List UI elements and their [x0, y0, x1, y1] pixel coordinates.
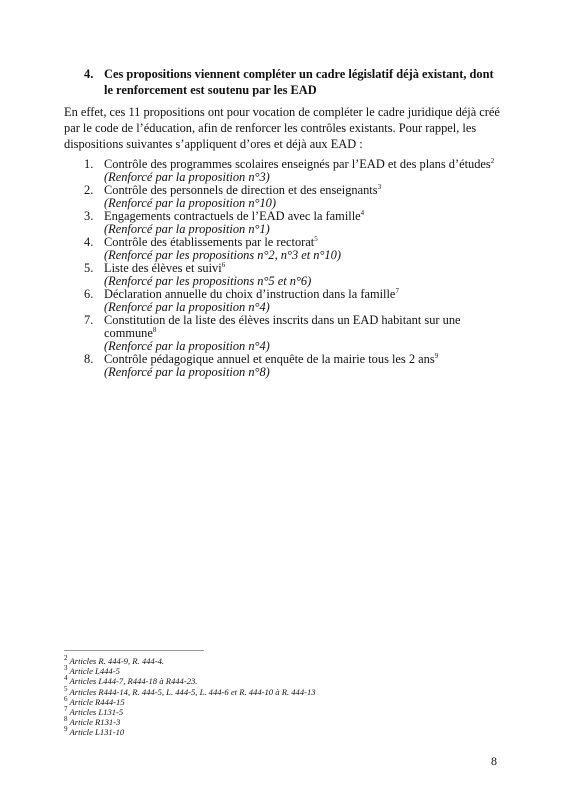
list-item-text: Contrôle des établissements par le rectorat	[104, 235, 315, 249]
intro-paragraph: En effet, ces 11 propositions ont pour vocation de compléter le cadre juridique déjà créé par le code de l’éducation, afin de renforcer les contrôles existants. Pour rappel, les dispositions suivantes s’appliquent d’ores et déjà aux EAD :	[64, 105, 500, 151]
list-item-reinforcement: (Renforcé par la proposition n°4)	[104, 300, 270, 314]
list-item-number: 4.	[84, 235, 94, 249]
footnote	[64, 694, 464, 707]
list-item-reinforcement: (Renforcé par la proposition n°4)	[104, 339, 270, 353]
list-item	[84, 314, 514, 353]
footnote-number: 5	[64, 684, 68, 693]
footnote-ref[interactable]: 4	[360, 208, 365, 217]
footnote-text: Articles R444-14, R. 444-5, L. 444-5, L. 444-6 et R. 444-10 à R. 444-13	[69, 686, 316, 697]
list-item	[84, 236, 514, 262]
list-item-number: 1.	[84, 157, 94, 171]
footnote	[64, 707, 464, 717]
footnote-ref[interactable]: 9	[434, 351, 439, 360]
list-item	[84, 353, 514, 379]
list-item-number: 6.	[84, 287, 94, 301]
list-item-text: Liste des élèves et suivi	[104, 261, 222, 275]
footnote	[64, 656, 464, 666]
list-item-number: 2.	[84, 183, 94, 197]
footnote-ref[interactable]: 8	[152, 325, 157, 334]
footnote-number: 6	[64, 694, 68, 703]
footnote-text: Article L444-5	[69, 666, 120, 677]
footnote-ref[interactable]: 2	[490, 156, 495, 165]
provisions-list	[84, 158, 514, 379]
footnote-ref[interactable]: 6	[221, 260, 226, 269]
page-number: 8	[491, 754, 497, 768]
list-item	[84, 288, 514, 314]
list-item-reinforcement: (Renforcé par la proposition n°3)	[104, 170, 270, 184]
list-item-text: Engagements contractuels de l’EAD avec la famille	[104, 209, 361, 223]
footnote-text: Articles L444-7, R444-18 à R444-23.	[69, 676, 198, 687]
list-item-reinforcement: (Renforcé par la proposition n°1)	[104, 222, 270, 236]
list-item-reinforcement: (Renforcé par les propositions n°5 et n°6)	[104, 274, 312, 288]
footnote	[64, 727, 464, 737]
list-item-text: Contrôle des programmes scolaires enseignés par l’EAD et des plans d’études	[104, 157, 491, 171]
list-item-number: 3.	[84, 209, 94, 223]
footnote	[64, 666, 464, 676]
footnote-separator	[64, 650, 204, 651]
section-heading	[64, 66, 504, 98]
list-item-reinforcement: (Renforcé par les propositions n°2, n°3 et n°10)	[104, 248, 341, 262]
footnote-number: 2	[64, 654, 68, 663]
list-item-number: 8.	[84, 352, 94, 366]
footnote	[64, 684, 464, 697]
list-item	[84, 262, 514, 288]
list-item	[84, 184, 514, 210]
footnote-text: Article L131-10	[69, 727, 125, 738]
heading-text: Ces propositions viennent compléter un cadre législatif déjà existant, dont le renforcement est soutenu par les EAD	[104, 67, 494, 97]
footnote-ref[interactable]: 3	[377, 182, 382, 191]
footnote-number: 7	[64, 705, 68, 714]
footnote-number: 4	[64, 674, 68, 683]
footnote-text: Article R444-15	[69, 696, 125, 707]
list-item-text: Contrôle des personnels de direction et des enseignants	[104, 183, 378, 197]
list-item-text: Déclaration annuelle du choix d’instruction dans la famille	[104, 287, 396, 301]
footnotes	[64, 656, 464, 738]
list-item	[84, 158, 514, 184]
list-item-text: Contrôle pédagogique annuel et enquête de la mairie tous les 2 ans	[104, 352, 435, 366]
footnote-ref[interactable]: 5	[314, 234, 318, 243]
list-item-number: 5.	[84, 261, 94, 275]
footnote	[64, 717, 464, 727]
footnote-ref[interactable]: 7	[395, 286, 399, 295]
footnote-number: 9	[64, 725, 68, 734]
footnote-number: 3	[64, 664, 68, 673]
list-item	[84, 210, 514, 236]
list-item-reinforcement: (Renforcé par la proposition n°10)	[104, 196, 276, 210]
footnote-text: Articles R. 444-9, R. 444-4.	[69, 656, 165, 666]
heading-number: 4.	[84, 67, 94, 81]
footnote	[64, 676, 464, 686]
footnote-number: 8	[64, 715, 68, 724]
list-item-text: Constitution de la liste des élèves inscrits dans un EAD habitant sur une commune	[104, 313, 461, 340]
list-item-reinforcement: (Renforcé par la proposition n°8)	[104, 365, 270, 379]
list-item-number: 7.	[84, 313, 94, 327]
footnote-text: Articles L131-5	[69, 707, 124, 718]
footnote-text: Article R131-3	[69, 717, 121, 728]
